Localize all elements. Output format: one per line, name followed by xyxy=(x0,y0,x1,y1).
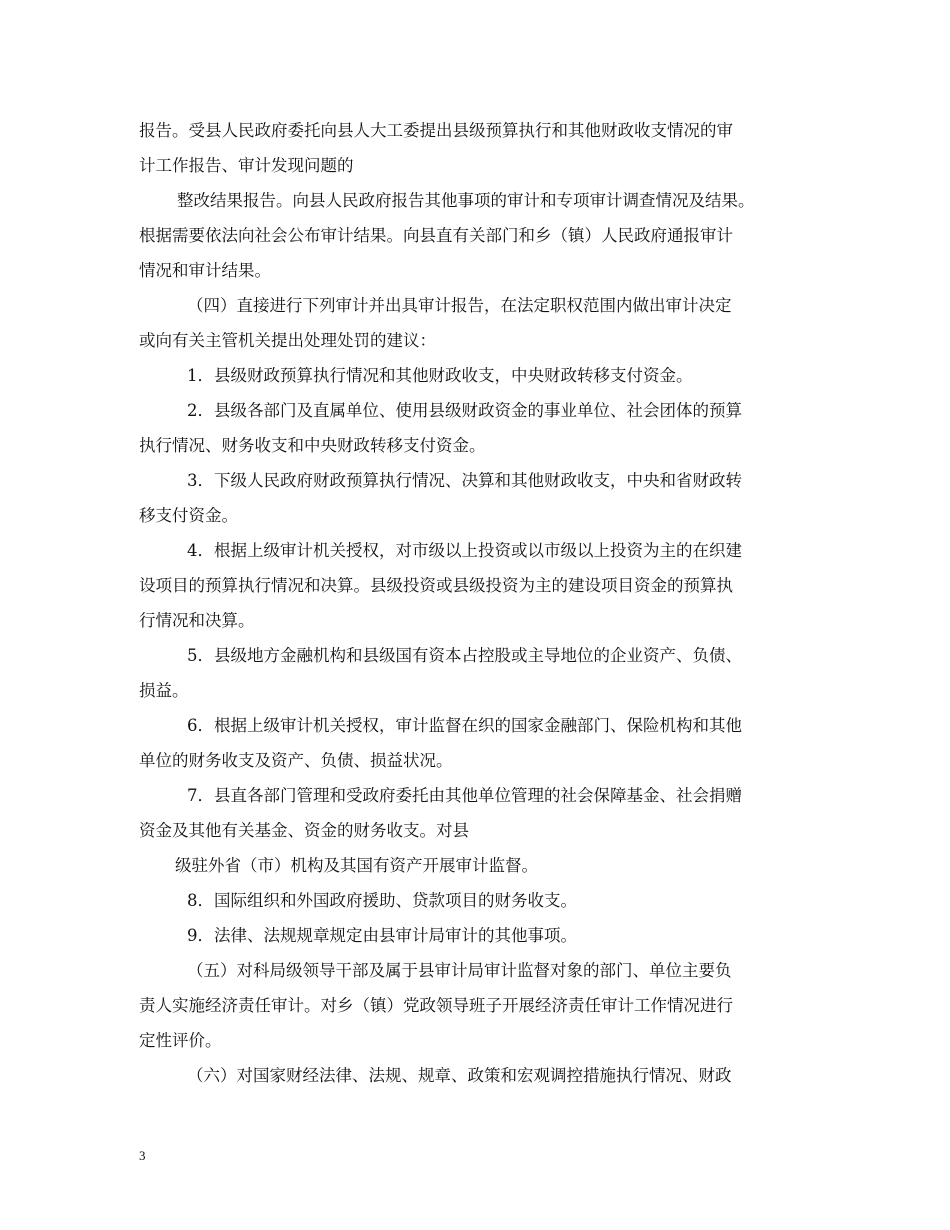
text-line: 行情况和决算。 xyxy=(139,611,255,630)
text-line: （四）直接进行下列审计并出具审计报告，在法定职权范围内做出审计决定 xyxy=(187,296,732,315)
text-line: 情况和审计结果。 xyxy=(139,261,271,280)
text-line: 资金及其他有关基金、资金的财务收支。对县 xyxy=(139,821,469,840)
text-line: 移支付资金。 xyxy=(139,506,238,525)
text-line: 执行情况、财务收支和中央财政转移支付资金。 xyxy=(139,436,486,455)
text-line: 根据需要依法向社会公布审计结果。向县直有关部门和乡（镇）人民政府通报审计 xyxy=(139,226,733,245)
text-line: （六）对国家财经法律、法规、规章、政策和宏观调控措施执行情况、财政 xyxy=(187,1066,732,1085)
text-line: 设项目的预算执行情况和决算。县级投资或县级投资为主的建设项目资金的预算执 xyxy=(139,576,733,595)
text-line: 1．县级财政预算执行情况和其他财政收支，中央财政转移支付资金。 xyxy=(187,366,693,385)
text-line: 报告。受县人民政府委托向县人大工委提出县级预算执行和其他财政收支情况的审 xyxy=(139,121,733,140)
text-line: 责人实施经济责任审计。对乡（镇）党政领导班子开展经济责任审计工作情况进行 xyxy=(139,996,733,1015)
text-line: 定性评价。 xyxy=(139,1031,222,1050)
text-line: 3．下级人民政府财政预算执行情况、决算和其他财政收支，中央和省财政转 xyxy=(187,471,742,490)
text-line: 或向有关主管机关提出处理处罚的建议： xyxy=(139,331,436,350)
text-line: 8．国际组织和外国政府援助、贷款项目的财务收支。 xyxy=(187,891,577,910)
page-number: 3 xyxy=(139,1148,146,1163)
text-line: 损益。 xyxy=(139,681,189,700)
text-line: 整改结果报告。向县人民政府报告其他事项的审计和专项审计调查情况及结果。 xyxy=(177,191,755,210)
text-line: 7．县直各部门管理和受政府委托由其他单位管理的社会保障基金、社会捐赠 xyxy=(187,786,742,805)
text-line: 6．根据上级审计机关授权，审计监督在织的国家金融部门、保险机构和其他 xyxy=(187,716,742,735)
text-line: 计工作报告、审计发现问题的 xyxy=(139,156,354,175)
text-line: 9．法律、法规规章规定由县审计局审计的其他事项。 xyxy=(187,926,577,945)
text-line: 5．县级地方金融机构和县级国有资本占控股或主导地位的企业资产、负债、 xyxy=(187,646,742,665)
text-line: 2．县级各部门及直属单位、使用县级财政资金的事业单位、社会团体的预算 xyxy=(187,401,742,420)
text-line: 4．根据上级审计机关授权，对市级以上投资或以市级以上投资为主的在织建 xyxy=(187,541,742,560)
text-line: 单位的财务收支及资产、负债、损益状况。 xyxy=(139,751,453,770)
document-body xyxy=(139,113,819,1093)
text-line: （五）对科局级领导干部及属于县审计局审计监督对象的部门、单位主要负 xyxy=(187,961,732,980)
text-line: 级驻外省（市）机构及其国有资产开展审计监督。 xyxy=(175,856,538,875)
